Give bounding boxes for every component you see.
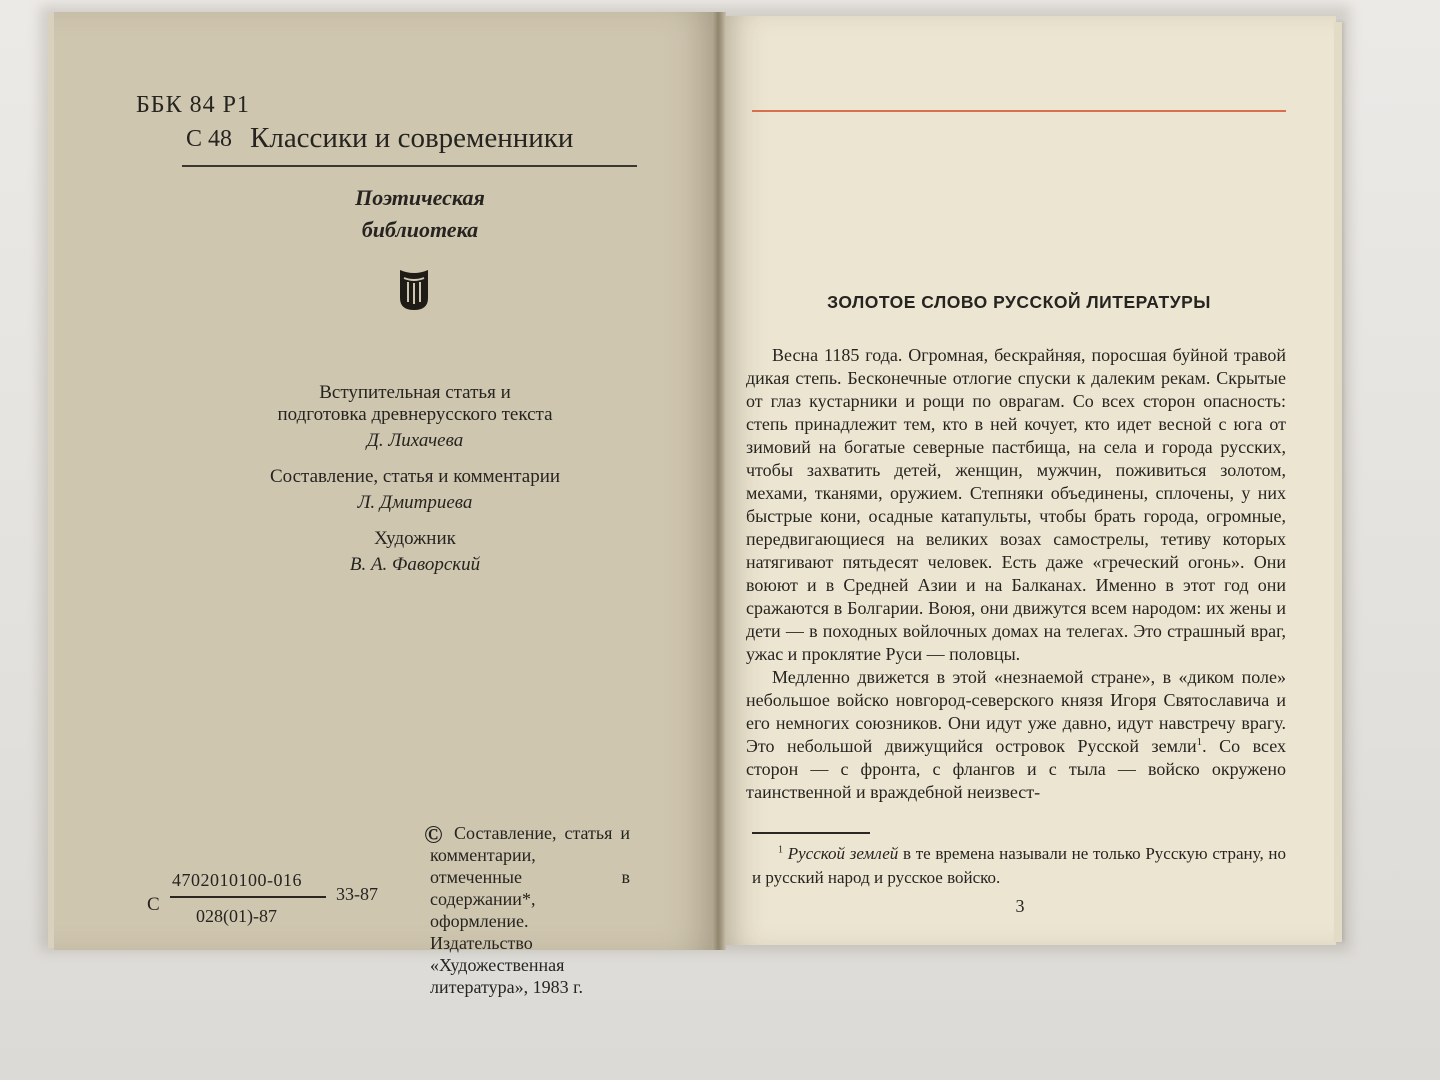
bbk-code: ББК 84 Р1 [136, 92, 250, 118]
paragraph-2-start: Медленно движется в этой «незнаемой стране», в «диком поле» небольшое войско новгород-северского князя Игоря Святославича и его немногих союзников. Они идут уже давно, идут навстречу врагу. Это небольшой движущийся островок Русской земли [746, 667, 1286, 756]
catalog-letter: С [147, 894, 160, 915]
artist-name: В. А. Фаворский [349, 554, 481, 575]
series-rule [182, 165, 637, 167]
header-rule [752, 110, 1286, 112]
book-gutter [712, 12, 726, 950]
footnote-rule [752, 832, 870, 834]
compilation-credit: Составление, статья и комментарии [269, 466, 561, 487]
catalog-denominator: 028(01)-87 [196, 906, 277, 926]
paragraph-1: Весна 1185 года. Огромная, бескрайняя, поросшая буйной травой дикая степь. Бесконечные отлогие спуски к далеким рекам. Скрытые от глаз кустарники и рощи по оврагам. Со всех сторон опасность: степь принадлежит тем, кто в ней кочует, кто идет весной с юга от зимовий на богатые северные пастбища, на села и города русских, чтобы захватить детей, женщин, мужчин, поживиться золотом, мехами, тканями, оружием. Степняки объединены, сплочены, у них быстрые кони, осадные катапульты, чтобы брать города, огромные, передвигающиеся на великих возах самострелы, тетиву которых натягивают пятьдесят человек. Есть даже «греческий огонь». Они воюют и в Средней Азии и на Балканах. Именно в этот год они сражаются в Болгарии. Воюя, они движутся всем народом: их жены и дети — в походных войлочных домах на телегах. Это страшный враг, ужас и проклятие Руси — половцы. [746, 345, 1286, 664]
paragraph-2 [746, 666, 1286, 804]
catalog-numerator: 4702010100-016 [172, 870, 302, 890]
intro-credit-line-1: Вступительная статья и [319, 382, 511, 403]
right-page-edge [1334, 22, 1342, 942]
intro-author-name: Д. Лихачева [366, 430, 464, 451]
paragraph-2-end: . Со всех сторон — с фронта, с флангов и с тыла — войско окружено таинственной и враждебной неизвест- [746, 736, 1286, 802]
footnote-number: 1 [778, 844, 783, 856]
subseries-line-2: библиотека [361, 217, 479, 242]
intro-credit-line-2: подготовка древнерусского текста [277, 404, 553, 425]
body-text [746, 344, 1286, 804]
lyre-icon [396, 268, 432, 312]
copyright-imprint: Составление, статья и комментарии, отмеченные в содержании*, оформление. Издательство «Художественная литература», 1983 г. [430, 823, 630, 997]
copyright-sign: © [424, 822, 443, 849]
subseries-title [300, 182, 540, 246]
catalog-fraction-rule [170, 896, 326, 898]
footnote [752, 842, 1286, 890]
chapter-title: ЗОЛОТОЕ СЛОВО РУССКОЙ ЛИТЕРАТУРЫ [827, 292, 1211, 312]
footnote-marker: 1 [1196, 736, 1203, 748]
artist-role: Художник [374, 528, 456, 549]
subseries-line-1: Поэтическая [355, 185, 485, 210]
footnote-text: в те времена называли не только Русскую страну, но и русский народ и русское войско. [752, 844, 1287, 887]
compiler-name: Л. Дмитриева [357, 492, 473, 513]
series-title: Классики и современники [250, 122, 574, 154]
catalog-suffix: 33-87 [336, 884, 378, 904]
footnote-term: Русской землей [787, 844, 899, 863]
author-code: С 48 [186, 126, 233, 152]
page-number: 3 [1015, 896, 1025, 916]
